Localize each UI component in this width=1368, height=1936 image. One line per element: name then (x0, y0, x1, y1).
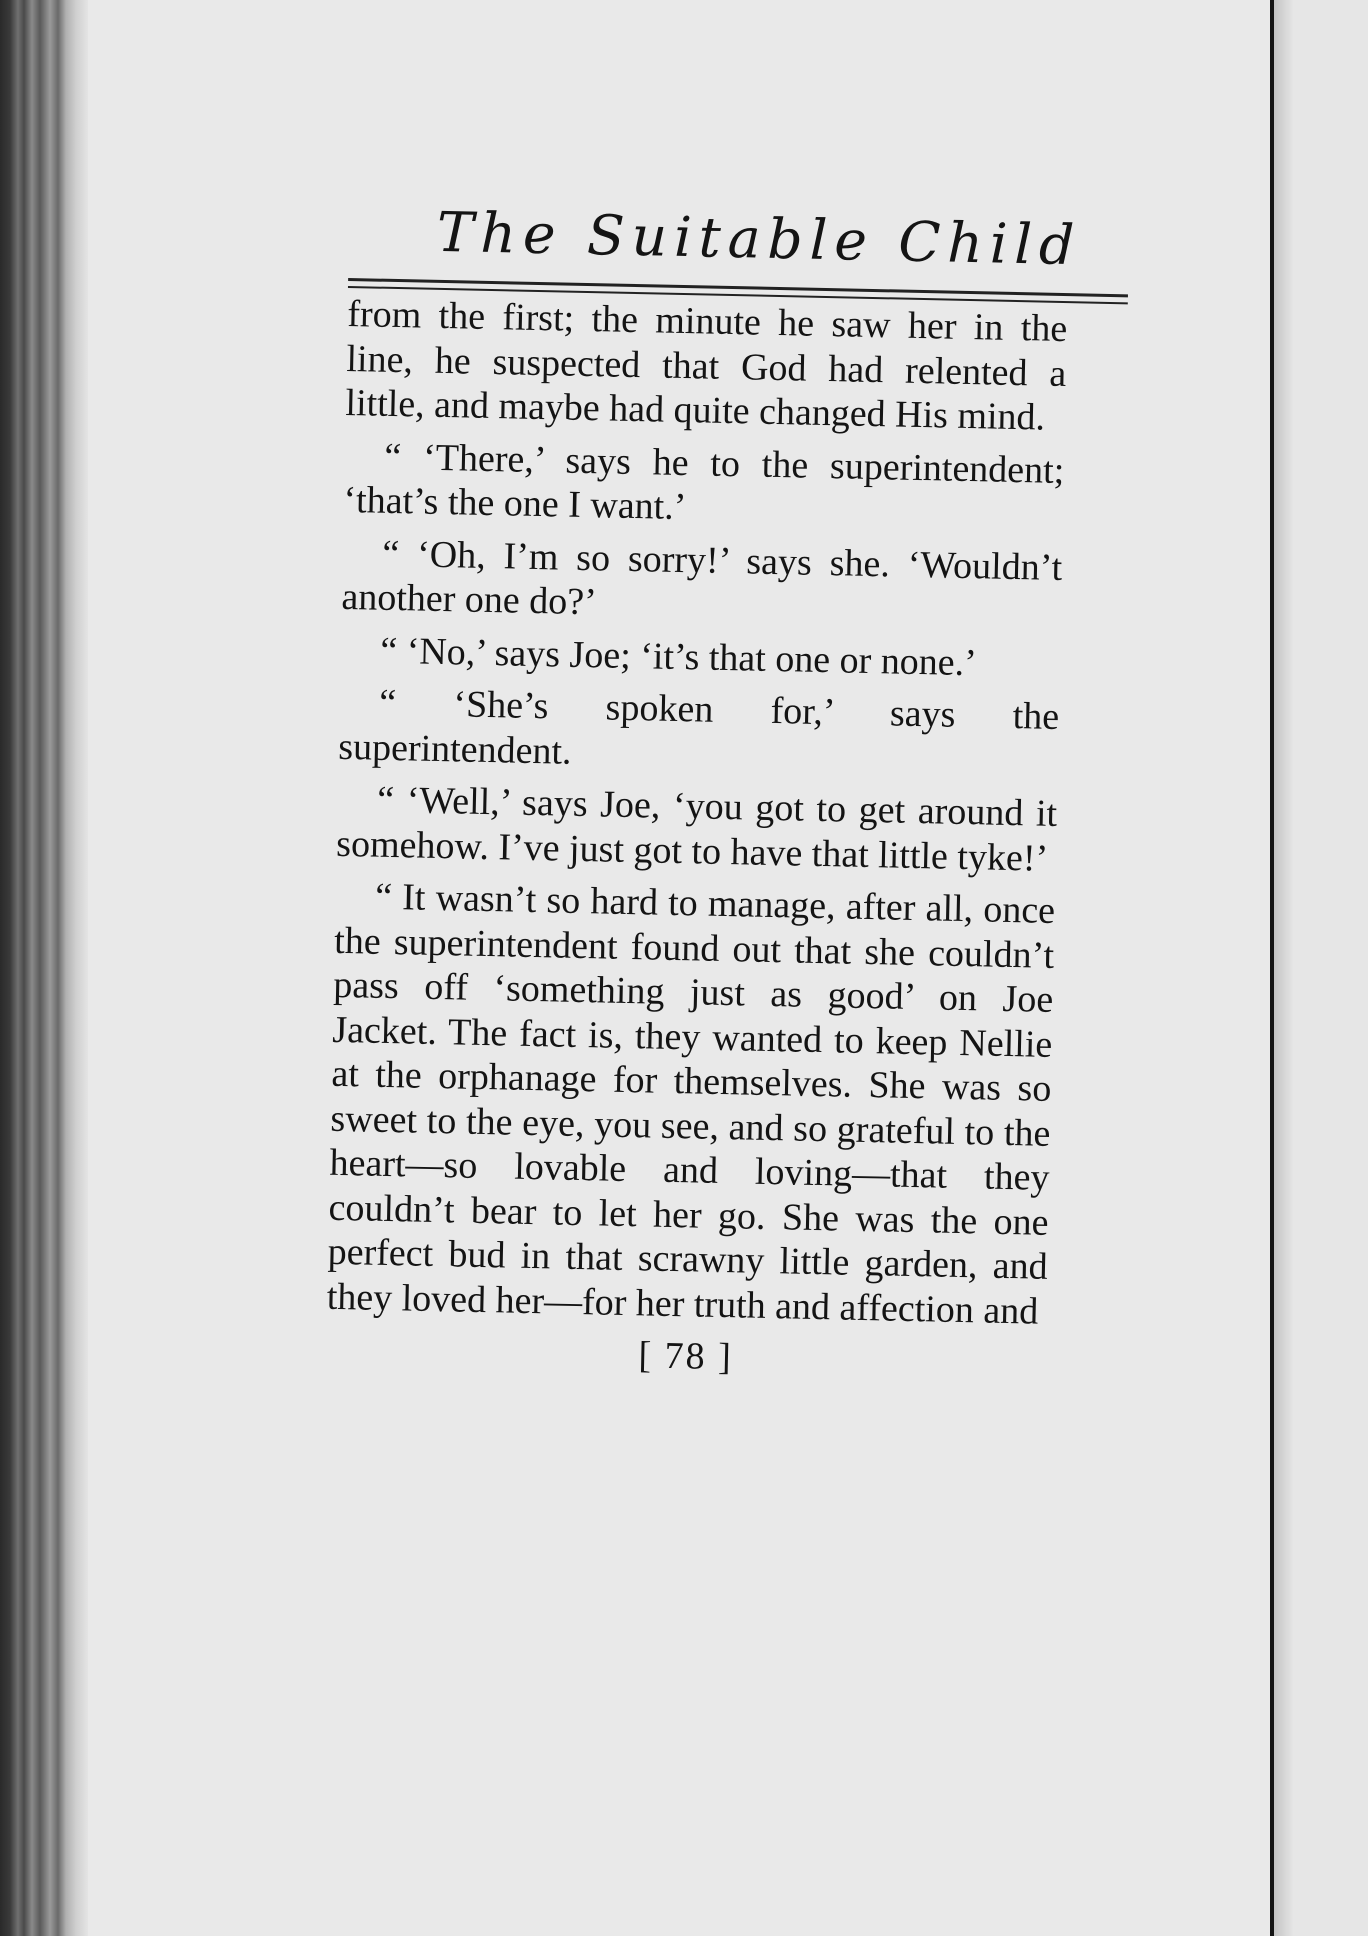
paragraph: “ ‘There,’ says he to the superintendent; ‘that’s the one I want.’ (343, 435, 1065, 529)
next-page-edge (1270, 0, 1368, 1936)
paragraph: “ ‘She’s spoken for,’ says the superintendent. (337, 681, 1060, 773)
paragraph: “ ‘Well,’ says Joe, ‘you got to get around it somehow. I’ve just got to have that little tyke!’ (335, 778, 1058, 880)
page-number: [ 78 ] (638, 1334, 734, 1379)
paragraph: “ ‘No,’ says Joe; ‘it’s that one or none.’ (379, 629, 978, 684)
paragraph: “ It wasn’t so hard to manage, after all, once the superintendent found out that she couldn’t pass off ‘something just as good’ on Joe Jacket. The fact is, they wanted to keep Nellie at the orphanage for themselves. She was so sweet to the eye, you see, and so grateful to the heart—so lovable and loving—that they couldn’t bear to let her go. She was the one perfect bud in that scrawny little garden, and they loved her—for her truth and affection and (326, 875, 1056, 1333)
page-body (326, 292, 1067, 1334)
running-title: The Suitable Child (436, 199, 1082, 278)
book-page (325, 190, 1130, 1387)
paragraph: from the first; the minute he saw her in the line, he suspected that God had relented a little, and maybe had quite changed His mind. (345, 292, 1068, 439)
paragraph: “ ‘Oh, I’m so sorry!’ says she. ‘Wouldn’t another one do?’ (341, 532, 1063, 624)
book-binding (0, 0, 88, 1936)
